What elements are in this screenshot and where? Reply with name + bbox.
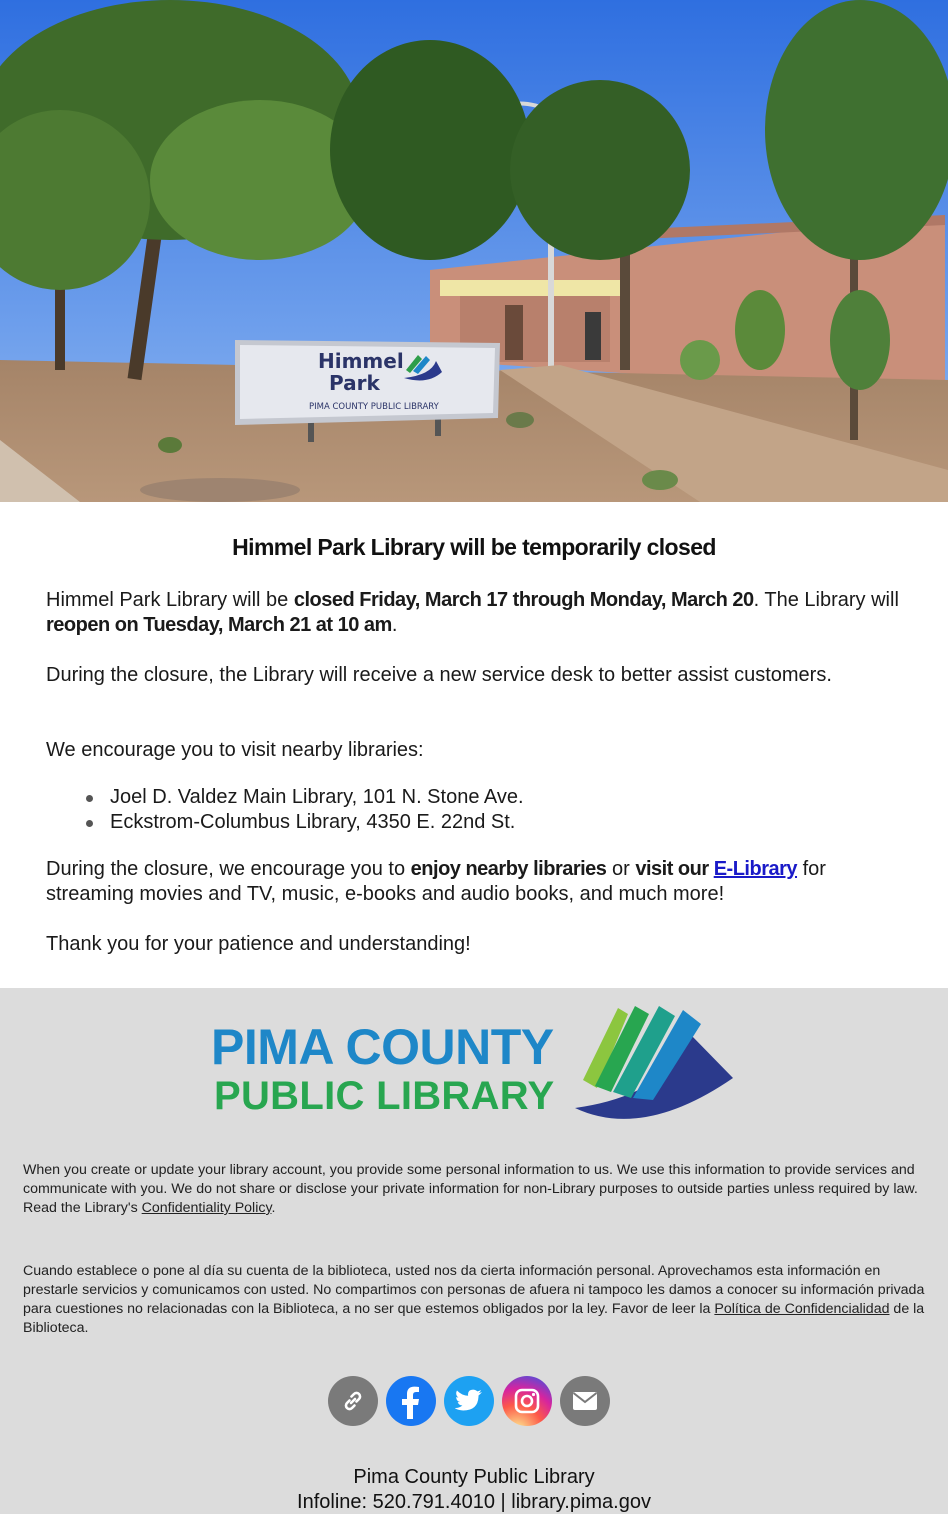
privacy-notice-english: When you create or update your library account, you provide some personal information to us. We use this information to provide services and communicate with you. We do not share or disclose your private information for non-Library purposes to outside parties unless required by law. Read the Library's Confidentiality Policy. [23,1162,918,1216]
closure-dates: closed Friday, March 17 through Monday, March 20 [293,589,754,611]
announcement-section [0,502,948,988]
thank-you-paragraph: Thank you for your patience and understanding! [46,933,471,955]
elibrary-link[interactable]: E-Library [713,858,798,880]
sign-text-park: Park [329,371,380,395]
list-item: Joel D. Valdez Main Library, 101 N. Stone Ave. [86,785,524,810]
encourage-paragraph: We encourage you to visit nearby libraries: [46,739,424,761]
list-item: Eckstrom-Columbus Library, 4350 E. 22nd St. [86,810,524,835]
twitter-icon[interactable] [444,1376,494,1426]
privacy-notice-spanish: Cuando establece o pone al día su cuenta de la biblioteca, usted nos da cierta información personal. Aprovechamos esta información en prestarle servicios y comunicamos con usted. No compartimos con personas de afuera ni tampoco les damos a conocer su información privada para cuestiones no relacionadas con la Biblioteca, a no ser que estemos obligados por la ley. Favor de leer la Política de Confidencialidad de la Biblioteca. [23,1263,925,1336]
social-links [328,1376,610,1426]
email-icon[interactable] [560,1376,610,1426]
politica-confidencialidad-link[interactable]: Política de Confidencialidad [714,1301,890,1317]
sign-text-library: PIMA COUNTY PUBLIC LIBRARY [309,402,439,412]
hero-image [0,0,948,502]
confidentiality-policy-link[interactable]: Confidentiality Policy [141,1200,272,1216]
pima-county-library-logo [205,1000,740,1125]
logo-text-line2: PUBLIC LIBRARY [214,1074,555,1118]
facebook-icon[interactable] [386,1376,436,1426]
closure-paragraph: Himmel Park Library will be closed Friday, March 17 through Monday, March 20. The Library will reopen on Tuesday, March 21 at 10 am. [46,589,899,636]
reopen-date: reopen on Tuesday, March 21 at 10 am [46,614,392,636]
announcement-headline: Himmel Park Library will be temporarily closed [232,534,716,560]
logo-text-line1: PIMA COUNTY [211,1019,554,1075]
nearby-libraries-list [86,785,524,835]
logo-swoosh-icon [573,1000,738,1125]
footer-infoline: Infoline: 520.791.4010 | library.pima.gov [297,1491,651,1513]
instagram-icon[interactable] [502,1376,552,1426]
sign-text-himmel: Himmel [318,349,404,373]
elibrary-paragraph: During the closure, we encourage you to enjoy nearby libraries or visit our E-Library for streaming movies and TV, music, e-books and audio books, and much more! [46,858,826,905]
service-desk-paragraph: During the closure, the Library will receive a new service desk to better assist customers. [46,664,832,686]
link-icon[interactable] [328,1376,378,1426]
footer [0,988,948,1513]
footer-organization-name: Pima County Public Library [353,1466,595,1488]
